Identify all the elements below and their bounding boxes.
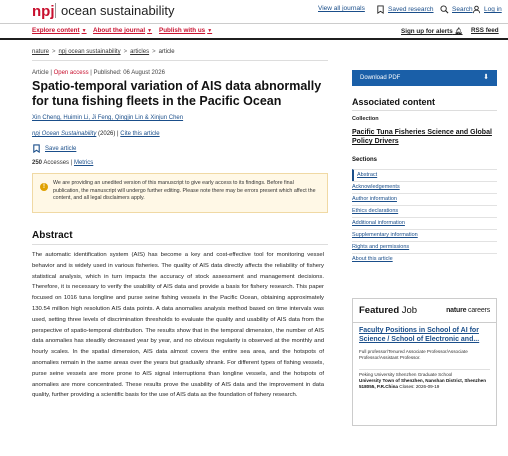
job-location [359, 378, 492, 390]
job-location-text: University Town of Shenzhen, Nanshan District, Shenzhen 518055, P.R.China [359, 378, 487, 389]
sections-list [352, 169, 497, 265]
accesses-count: 250 [32, 160, 43, 166]
nav-rss-feed[interactable] [471, 27, 499, 34]
article-title: Spatio-temporal variation of AIS data abnormally for tuna fishing fleets in the Pacific Ocean [32, 79, 322, 108]
nav-explore-content[interactable] [32, 27, 87, 34]
nav-divider [0, 38, 508, 40]
section-link-about-article[interactable]: About this article [352, 253, 497, 265]
job-description: Full professor/Tenured Associate Professor/Associate Professor/Assistant Professor. [359, 349, 468, 360]
published-date: Published: 06 August 2026 [93, 70, 165, 76]
bookmark-icon [376, 5, 385, 14]
collection-title-link[interactable]: Pacific Tuna Fisheries Science and Global Policy Drivers [352, 129, 492, 145]
accesses-label: Accesses [43, 160, 70, 166]
save-article-button[interactable] [32, 144, 76, 153]
associated-content-heading: Associated content [352, 97, 436, 107]
breadcrumb-separator-icon: > [52, 49, 56, 55]
open-access-badge[interactable]: Open access [53, 70, 89, 76]
abstract-divider [32, 244, 328, 245]
unedited-manuscript-notice [32, 173, 328, 213]
download-icon: ⬇︎ [483, 74, 489, 81]
section-link-rights-permissions[interactable]: Rights and permissions [352, 241, 497, 253]
breadcrumb-separator-icon: > [152, 49, 156, 55]
metrics-link[interactable]: Metrics [73, 160, 94, 166]
bell-icon: 🔔︎ [454, 28, 463, 35]
featured-job-heading [359, 305, 417, 316]
breadcrumb-item[interactable]: articles [130, 49, 150, 55]
save-article-label: Save article [45, 145, 77, 152]
article-metrics: 250 Accesses | Metrics [32, 160, 94, 166]
featured-job-card [352, 298, 497, 426]
nav-rss-label: RSS feed [471, 27, 499, 34]
section-link-acknowledgements[interactable]: Acknowledgements [352, 181, 497, 193]
featured-job-heading-bold: Featured [359, 305, 400, 316]
section-link-ethics-declarations[interactable]: Ethics declarations [352, 205, 497, 217]
nature-careers-logo[interactable] [446, 307, 490, 314]
view-all-journals-label: View all journals [318, 5, 365, 12]
job-closing-date: Closes: 2026-09-19 [399, 384, 440, 389]
job-divider [353, 322, 496, 323]
nav-about-journal[interactable] [93, 27, 152, 34]
abstract-text: The automatic identification system (AIS) has become a key and cost-effective tool for monitoring vessel behavior and is widely used in various fisheries. The quality of AIS data directly affects the reliability of fishery statistical analysis, which in turn impacts the accuracy of stock assessment and management decisions. Therefore, it is necessary to verify the usability of AIS data and provide a basis for fishery research. This paper focused on 1016 tuna longline and purse seine fishing vessels in the Pacific Ocean, obtaining approximately 130.54 million high resolution AIS data points. A data anomalies analysis method based on time intervals was used, setting three levels of discrimination thresholds to evaluate the quality and usability of AIS data from the perspective of spatio-temporal distribution. The results show that in the temporal dimension, the number of AIS data anomalies has steadily decreased year by year, and no obvious regularity is observed at the monthly and hourly scales. In the spatial dimension, AIS data almost covers the entire sea area, and the hotspots of anomalies remain in the same areas over the years but gradually shrank. For different types of fishing vessels, purse seine vessels are more prone to AIS signal interruptions than longline vessels, and the hotspots of anomalies are more concentrated. These results prove the usability of AIS data and the improvement in data quality, further providing a scientific basis for the use of AIS data as the foundation of fishery research. [32, 252, 324, 399]
section-link-additional-information[interactable]: Additional information [352, 217, 497, 229]
download-pdf-button[interactable] [352, 70, 497, 86]
nature-wordmark: nature [446, 307, 467, 314]
logo-divider [55, 3, 56, 18]
search-label: Search [452, 6, 473, 13]
search-link[interactable] [440, 5, 473, 14]
article-meta: Article | Open access | Published: 06 August 2026 [32, 70, 165, 76]
view-all-journals-link[interactable] [318, 5, 365, 12]
header-divider [0, 23, 508, 24]
featured-job-heading-light: Job [401, 305, 418, 316]
journal-citation-line: npj Ocean Sustainability (2026) | Cite this article [32, 131, 160, 137]
search-icon [440, 5, 449, 14]
breadcrumb-divider [32, 60, 328, 61]
breadcrumb [32, 49, 175, 55]
nav-publish-label: Publish with us [159, 27, 206, 34]
job-divider [359, 369, 490, 370]
notice-text: We are providing an unedited version of this manuscript to give early access to its findings. Before final publication, the manuscript will undergo further editing. Please note there may be errors present which affect the content, and all legal disclaimers apply. [53, 180, 316, 202]
abstract-heading: Abstract [32, 230, 73, 241]
nav-about-label: About the journal [93, 27, 146, 34]
login-link[interactable] [472, 5, 502, 14]
careers-wordmark: careers [468, 307, 490, 314]
chevron-down-icon: ▼ [147, 28, 153, 34]
saved-research-label: Saved research [388, 6, 434, 13]
saved-research-link[interactable] [376, 5, 434, 14]
npj-logo[interactable]: npj [32, 3, 55, 20]
citation-year: (2026) [98, 131, 116, 137]
login-label: Log in [484, 6, 502, 13]
breadcrumb-separator-icon: > [123, 49, 128, 55]
nav-publish-with-us[interactable] [159, 27, 212, 34]
bookmark-icon [32, 144, 41, 153]
job-position-link[interactable]: Faculty Positions in School of AI for Science / School of Electronic and... [359, 327, 480, 343]
section-link-abstract[interactable]: Abstract [352, 169, 497, 181]
nav-explore-label: Explore content [32, 27, 80, 34]
job-employer: Peking University Shenzhen Graduate School [359, 372, 453, 377]
cite-this-article-link[interactable]: Cite this article [120, 131, 160, 137]
article-type: Article [32, 70, 49, 76]
section-link-supplementary-information[interactable]: Supplementary information [352, 229, 497, 241]
nav-alerts-label: Sign up for alerts [401, 28, 453, 35]
journal-logo-title[interactable]: ocean sustainability [61, 3, 175, 18]
associated-divider [352, 110, 497, 111]
journal-link[interactable]: npj Ocean Sustainability [32, 131, 97, 137]
download-pdf-label: Download PDF [360, 75, 401, 81]
breadcrumb-current: article [158, 49, 175, 55]
collection-label: Collection [352, 116, 379, 122]
breadcrumb-item[interactable]: npj ocean sustainability [58, 49, 121, 55]
author-list[interactable]: Xin Cheng, Huimin Li, Ji Feng, Qingjin Lin & Xinjun Chen [32, 115, 184, 121]
user-icon [472, 5, 481, 14]
chevron-down-icon: ▼ [81, 28, 87, 34]
warning-icon: ! [40, 183, 48, 191]
sections-heading: Sections [352, 157, 378, 163]
nav-sign-up-alerts[interactable] [401, 27, 463, 35]
section-link-author-information[interactable]: Author information [352, 193, 497, 205]
chevron-down-icon: ▼ [207, 28, 213, 34]
breadcrumb-item[interactable]: nature [32, 49, 50, 55]
